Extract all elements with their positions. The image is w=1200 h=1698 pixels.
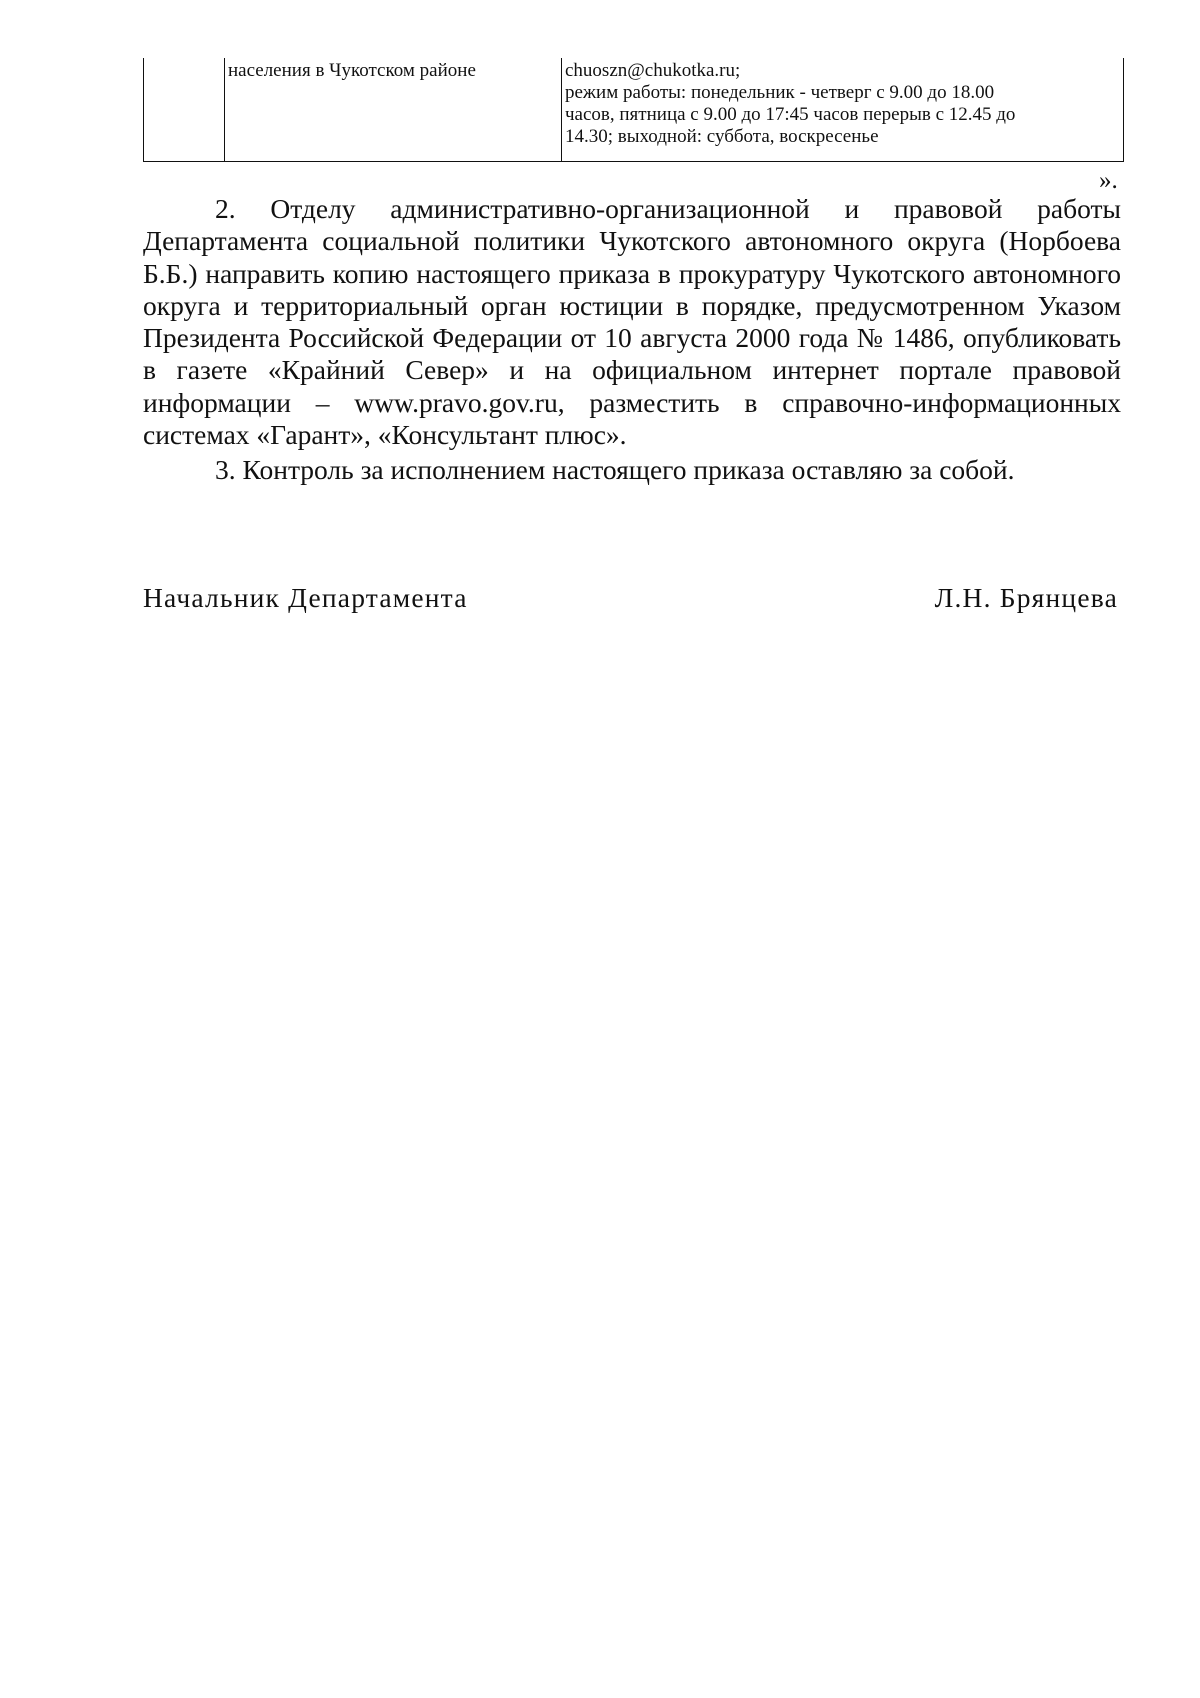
work-schedule-line: часов, пятница с 9.00 до 17:45 часов перерыв с 12.45 до [565, 104, 1016, 125]
table-column-divider [224, 58, 225, 161]
table-cell-organization: населения в Чукотском районе [228, 60, 476, 81]
table-column-divider [561, 58, 562, 161]
contact-email: chuoszn@chukotka.ru; [565, 60, 741, 81]
paragraph-item-3: 3. Контроль за исполнением настоящего приказа оставляю за собой. [215, 454, 1015, 485]
closing-quote: ». [1099, 167, 1118, 194]
signatory-name: Л.Н. Брянцева [934, 582, 1118, 613]
work-schedule-line: 14.30; выходной: суббота, воскресенье [565, 126, 879, 147]
work-schedule-line: режим работы: понедельник - четверг с 9.00 до 18.00 [565, 82, 995, 103]
signatory-position: Начальник Департамента [143, 582, 468, 613]
paragraph-item-2: 2. Отделу административно-организационной и правовой работы Департамента социальной политики Чукотского автономного округа (Норбоева Б.Б.) направить копию настоящего приказа в прокуратуру Чукотского автономного округа и территориальный орган юстиции в порядке, предусмотренном Указом Президента Российской Федерации от 10 августа 2000 года № 1486, опубликовать в газете «Крайний Север» и на официальном интернет портале правовой информации – www.pravo.gov.ru, разместить в справочно-информационных системах «Гарант», «Консультант плюс». [143, 193, 1121, 451]
table-cell-contacts [565, 60, 1110, 148]
contacts-table-fragment [143, 58, 1124, 162]
